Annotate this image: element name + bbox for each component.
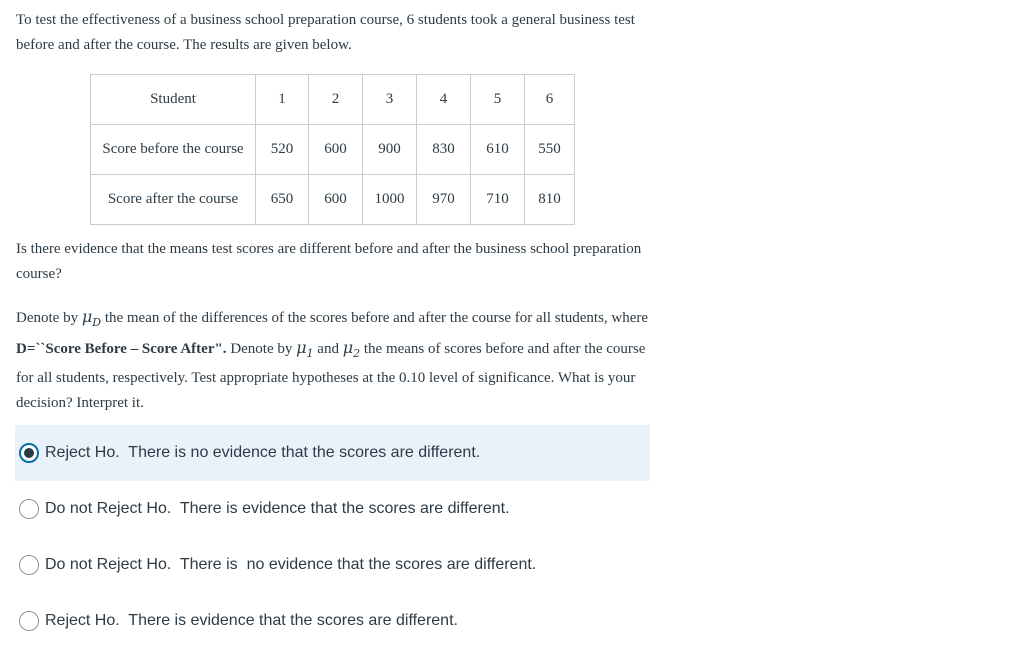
denote-text: Denote by (16, 310, 82, 326)
table-cell: 3 (363, 75, 417, 125)
answer-option-2[interactable] (15, 481, 650, 537)
table-row-after (91, 175, 575, 225)
table-cell: 520 (256, 125, 309, 175)
table-cell: 650 (256, 175, 309, 225)
table-cell: 830 (417, 125, 471, 175)
results-table (90, 74, 575, 225)
answer-option-label: Do not Reject Ho. There is no evidence that the scores are different. (45, 556, 537, 573)
mu-subscript: 1 (306, 347, 314, 361)
table-cell: 2 (309, 75, 363, 125)
denote-text: the means of scores before and after the course for all students, respectively. Test appropriate hypotheses at the 0.10 level of significance. What is your decision? Interpret it. (16, 341, 646, 412)
difference-definition: D=``Score Before – Score After". (16, 341, 227, 358)
table-row-header (91, 75, 575, 125)
question-body (16, 8, 656, 58)
denote-paragraph (16, 304, 656, 416)
table-cell: 1 (256, 75, 309, 125)
table-cell: 900 (363, 125, 417, 175)
radio-dot-icon (24, 448, 34, 458)
table-cell: Score after the course (91, 175, 256, 225)
answer-option-3[interactable] (15, 537, 650, 593)
denote-text: the mean of the differences of the scores before and after the course for all students, where (101, 310, 649, 326)
table-cell: Student (91, 75, 256, 125)
table-cell: 600 (309, 125, 363, 175)
answer-option-label: Do not Reject Ho. There is evidence that the scores are different. (45, 500, 510, 517)
table-cell: 550 (525, 125, 575, 175)
answer-option-4[interactable] (15, 593, 650, 649)
radio-button[interactable] (19, 499, 39, 519)
radio-button[interactable] (19, 611, 39, 631)
answer-option-label: Reject Ho. There is evidence that the scores are different. (45, 612, 458, 629)
question-prompt: Is there evidence that the means test scores are different before and after the business school preparation course? (16, 241, 642, 282)
table-cell: 1000 (363, 175, 417, 225)
question-intro: To test the effectiveness of a business school preparation course, 6 students took a general business test before and after the course. The results are given below. (16, 12, 635, 53)
mu-glyph: μ (81, 307, 93, 326)
question-prompt-wrapper (16, 237, 656, 287)
mu-glyph: μ (296, 338, 307, 358)
table-cell: 610 (471, 125, 525, 175)
answer-option-1[interactable] (15, 425, 650, 481)
table-cell: 710 (471, 175, 525, 225)
table-cell: Score before the course (91, 125, 256, 175)
table-row-before (91, 125, 575, 175)
table-cell: 5 (471, 75, 525, 125)
table-cell: 600 (309, 175, 363, 225)
radio-button[interactable] (19, 443, 39, 463)
answer-option-label: Reject Ho. There is no evidence that the scores are different. (45, 444, 481, 461)
mu-2-symbol (342, 338, 361, 361)
mu-subscript: 2 (353, 347, 361, 361)
results-table-wrapper (90, 74, 575, 225)
mu-1-symbol (296, 338, 314, 361)
mu-d-symbol (81, 307, 102, 330)
answer-options (15, 425, 650, 649)
radio-button[interactable] (19, 555, 39, 575)
mu-glyph: μ (342, 338, 354, 358)
table-cell: 6 (525, 75, 575, 125)
denote-text: and (313, 341, 343, 358)
table-cell: 4 (417, 75, 471, 125)
table-cell: 970 (417, 175, 471, 225)
denote-paragraph-wrapper (16, 304, 656, 416)
mu-subscript: D (92, 316, 102, 330)
denote-text: Denote by (226, 341, 297, 358)
table-cell: 810 (525, 175, 575, 225)
